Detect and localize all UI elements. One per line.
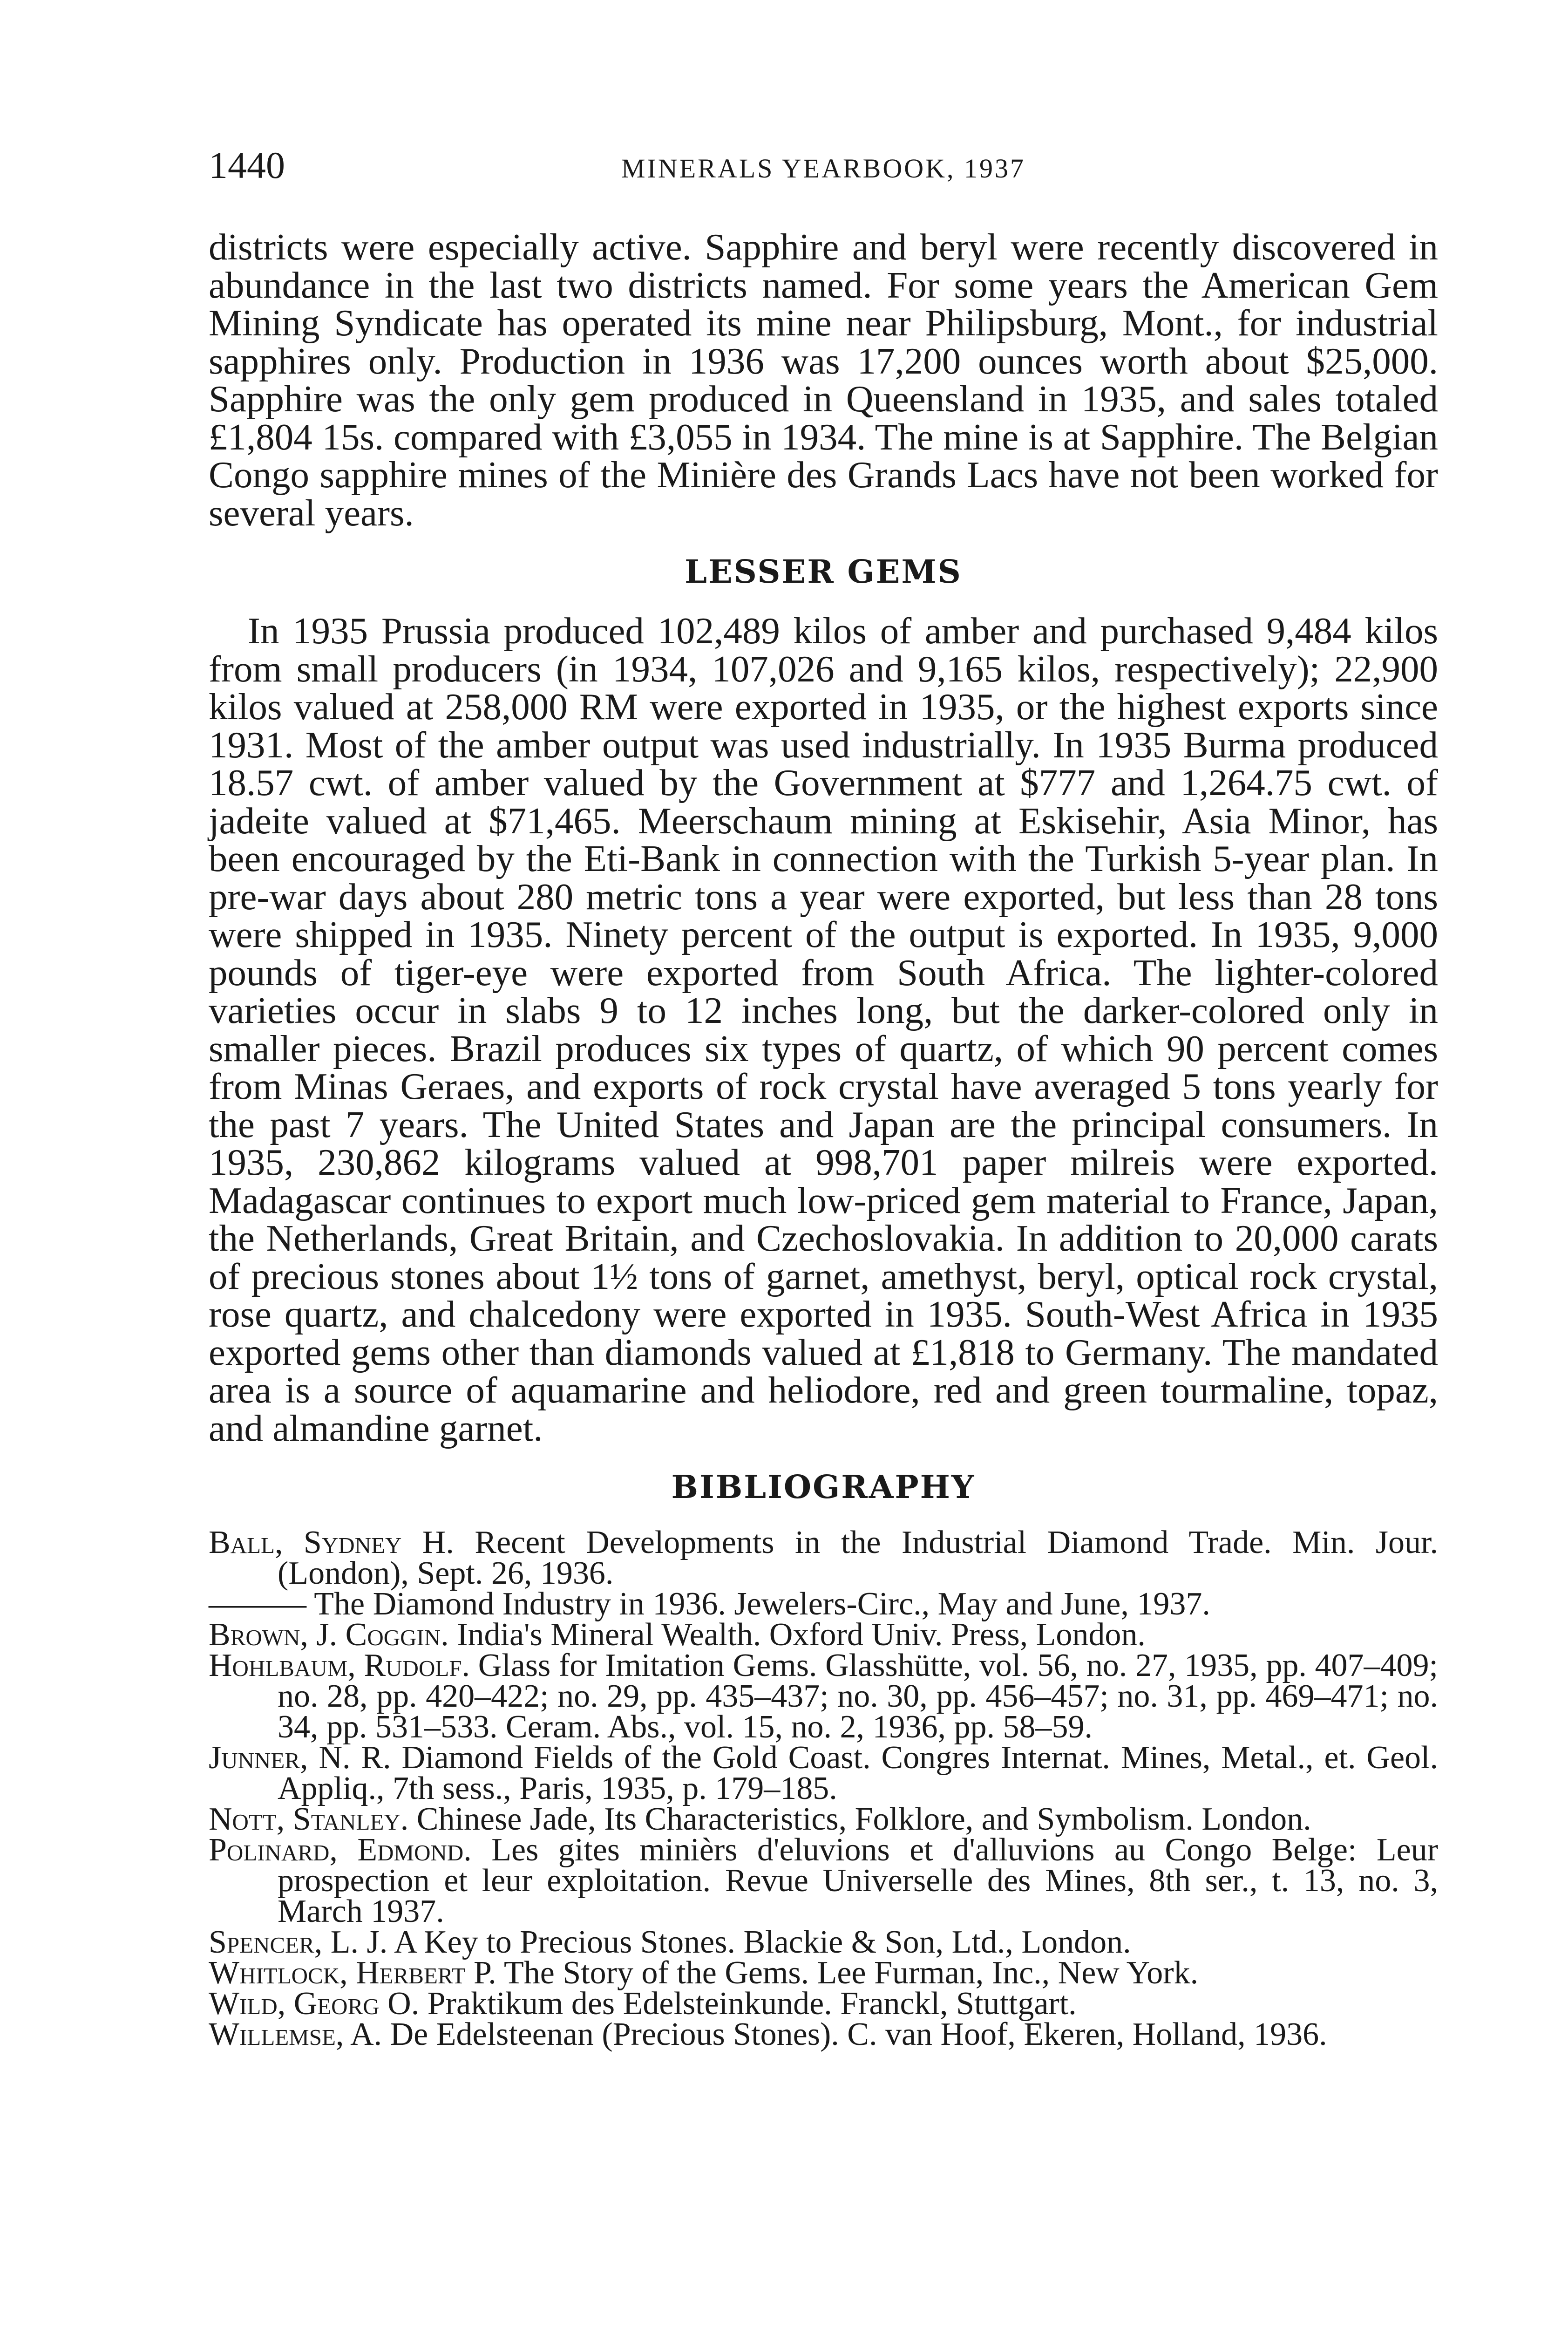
bibliography-entry	[209, 1650, 1438, 1743]
bibliography-list	[209, 1527, 1438, 2050]
bibliography-entry	[209, 1955, 1438, 1991]
bibliography-author: ———	[209, 1586, 306, 1622]
bibliography-author: Junner, N. R.	[209, 1740, 391, 1776]
bibliography-text: Praktikum des Edelsteinkunde. Franckl, Stuttgart.	[427, 1986, 1077, 2022]
bibliography-text: The Diamond Industry in 1936. Jewelers-Circ., May and June, 1937.	[314, 1586, 1210, 1622]
bibliography-author: Wild, Georg O.	[209, 1986, 420, 2022]
bibliography-author: Whitlock, Herbert P.	[209, 1955, 496, 1991]
bibliography-entry	[209, 1740, 1438, 1806]
page-body	[209, 228, 1438, 2050]
bibliography-entry	[209, 1924, 1438, 1960]
page-number: 1440	[209, 144, 285, 186]
bibliography-author: Spencer, L. J.	[209, 1924, 388, 1960]
bibliography-author: Polinard, Edmond.	[209, 1832, 472, 1868]
bibliography-text: De Edelsteenan (Precious Stones). C. van Hoof, Ekeren, Holland, 1936.	[390, 2016, 1327, 2052]
bibliography-author: Brown, J. Coggin.	[209, 1617, 449, 1653]
bibliography-author: Willemse, A.	[209, 2016, 382, 2052]
bibliography-text: The Story of the Gems. Lee Furman, Inc., New York.	[503, 1955, 1199, 1991]
paragraph-lesser-gems: In 1935 Prussia produced 102,489 kilos of amber and purchased 9,484 kilos from small producers (in 1934, 107,026 and 9,165 kilos, respectively); 22,900 kilos valued at 258,000 RM were exported in 1935, or the highest exports since 1931. Most of the amber output was used industrially. In 1935 Burma produced 18.57 cwt. of amber valued by the Government at $777 and 1,264.75 cwt. of jadeite valued at $71,465. Meerschaum mining at Eskisehir, Asia Minor, has been encouraged by the Eti-Bank in connection with the Turkish 5-year plan. In pre-war days about 280 metric tons a year were exported, but less than 28 tons were shipped in 1935. Ninety percent of the output is exported. In 1935, 9,000 pounds of tiger-eye were exported from South Africa. The lighter-colored varieties occur in slabs 9 to 12 inches long, but the darker-colored only in smaller pieces. Brazil produces six types of quartz, of which 90 percent comes from Minas Geraes, and exports of rock crystal have averaged 5 tons yearly for the past 7 years. The United States and Japan are the principal consumers. In 1935, 230,862 kilograms valued at 998,701 paper milreis were exported. Madagascar continues to export much low-priced gem material to France, Japan, the Netherlands, Great Britain, and Czechoslovakia. In addition to 20,000 carats of precious stones about 1½ tons of garnet, amethyst, beryl, optical rock crystal, rose quartz, and chalcedony were exported in 1935. South-West Africa in 1935 exported gems other than diamonds valued at £1,818 to Germany. The mandated area is a source of aquamarine and heliodore, red and green tourmaline, topaz, and almandine garnet.	[209, 610, 1438, 1449]
paragraph-sapphire-continued: districts were especially active. Sapphire and beryl were recently discovered in abundance in the last two districts named. For some years the American Gem Mining Syndicate has operated its mine near Philipsburg, Mont., for industrial sapphires only. Production in 1936 was 17,200 ounces worth about $25,000. Sapphire was the only gem produced in Queensland in 1935, and sales totaled £1,804 15s. compared with £3,055 in 1934. The mine is at Sapphire. The Belgian Congo sapphire mines of the Minière des Grands Lacs have not been worked for several years.	[209, 226, 1438, 534]
bibliography-author: Hohlbaum, Rudolf.	[209, 1648, 470, 1683]
bibliography-entry	[209, 1586, 1438, 1622]
bibliography-text: India's Mineral Wealth. Oxford Univ. Press, London.	[457, 1617, 1146, 1653]
bibliography-text: Les gites minièrs d'eluvions et d'alluvions au Congo Belge: Leur prospection et leur exploitation. Revue Universelle des Mines, 8th ser., t. 13, no. 3, March 1937.	[278, 1832, 1439, 1929]
bibliography-author: Nott, Stanley.	[209, 1801, 409, 1837]
bibliography-text: A Key to Precious Stones. Blackie & Son, Ltd., London.	[394, 1924, 1131, 1960]
bibliography-entry	[209, 1527, 1438, 1589]
bibliography-author: Ball, Sydney H.	[209, 1525, 454, 1560]
bibliography-entry	[209, 1832, 1439, 1929]
bibliography-text: Diamond Fields of the Gold Coast. Congres Internat. Mines, Metal., et. Geol. Appliq., 7th sess., Paris, 1935, p. 179–185.	[278, 1740, 1438, 1806]
bibliography-entry	[209, 1617, 1438, 1653]
running-title: MINERALS YEARBOOK, 1937	[621, 153, 1026, 184]
page-header	[209, 140, 1438, 191]
bibliography-entry	[209, 1801, 1438, 1837]
bibliography-entry	[209, 2016, 1438, 2052]
section-heading-bibliography: BIBLIOGRAPHY	[671, 1469, 976, 1506]
bibliography-entry	[209, 1986, 1438, 2022]
section-heading-lesser-gems: LESSER GEMS	[685, 553, 962, 591]
bibliography-text: Chinese Jade, Its Characteristics, Folklore, and Symbolism. London.	[416, 1801, 1311, 1837]
bibliography-text: Glass for Imitation Gems. Glasshütte, vol. 56, no. 27, 1935, pp. 407–409; no. 28, pp. 420–422; no. 29, pp. 435–437; no. 30, pp. 456–457; no. 31, pp. 469–471; no. 34, pp. 531–533. Ceram. Abs., vol. 15, no. 2, 1936, pp. 58–59.	[278, 1648, 1439, 1745]
bibliography-text: Recent Developments in the Industrial Diamond Trade. Min. Jour. (London), Sept. 26, 1936.	[278, 1525, 1438, 1591]
